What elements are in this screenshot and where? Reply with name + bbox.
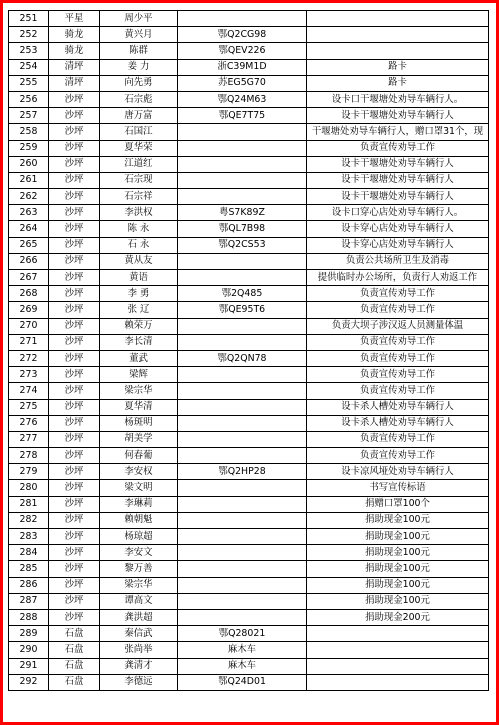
person-name-cell: 石国江	[100, 124, 178, 140]
work-description-cell: 负责宣传劝导工作	[307, 367, 489, 383]
work-description-cell: 设卡穿心店处劝导车辆行人	[307, 237, 489, 253]
person-name-cell: 李琳莉	[100, 496, 178, 512]
row-number-cell: 269	[9, 302, 49, 318]
table-row	[9, 205, 489, 221]
work-description-cell	[307, 626, 489, 642]
plate-number-cell: 鄂Q2CS53	[178, 237, 307, 253]
town-cell: 石盘	[49, 658, 100, 674]
records-table	[8, 10, 489, 691]
row-number-cell: 278	[9, 448, 49, 464]
records-table-body	[9, 11, 489, 691]
plate-number-cell: 麻木车	[178, 642, 307, 658]
work-description-cell	[307, 27, 489, 43]
row-number-cell: 256	[9, 91, 49, 107]
plate-number-cell	[178, 545, 307, 561]
table-row	[9, 609, 489, 625]
town-cell: 沙坪	[49, 286, 100, 302]
row-number-cell: 277	[9, 431, 49, 447]
table-row	[9, 561, 489, 577]
row-number-cell: 279	[9, 464, 49, 480]
plate-number-cell: 鄂QEV226	[178, 43, 307, 59]
table-row	[9, 593, 489, 609]
work-description-cell	[307, 11, 489, 27]
person-name-cell: 秦信武	[100, 626, 178, 642]
row-number-cell: 270	[9, 318, 49, 334]
town-cell: 沙坪	[49, 609, 100, 625]
work-description-cell: 设卡杀人槽处劝导车辆行人	[307, 399, 489, 415]
table-row	[9, 658, 489, 674]
plate-number-cell: 鄂QE7T75	[178, 108, 307, 124]
row-number-cell: 257	[9, 108, 49, 124]
row-number-cell: 267	[9, 270, 49, 286]
row-number-cell: 287	[9, 593, 49, 609]
person-name-cell: 江道红	[100, 156, 178, 172]
town-cell: 沙坪	[49, 448, 100, 464]
row-number-cell: 274	[9, 383, 49, 399]
plate-number-cell: 鄂Q24M63	[178, 91, 307, 107]
person-name-cell: 梁文明	[100, 480, 178, 496]
table-row	[9, 59, 489, 75]
table-row	[9, 415, 489, 431]
plate-number-cell	[178, 593, 307, 609]
town-cell: 沙坪	[49, 415, 100, 431]
work-description-cell: 书写宣传标语	[307, 480, 489, 496]
town-cell: 沙坪	[49, 124, 100, 140]
plate-number-cell	[178, 270, 307, 286]
row-number-cell: 252	[9, 27, 49, 43]
plate-number-cell: 粤S7K89Z	[178, 205, 307, 221]
plate-number-cell	[178, 480, 307, 496]
row-number-cell: 276	[9, 415, 49, 431]
table-row	[9, 577, 489, 593]
work-description-cell: 设卡口干堰塘处劝导车辆行人。	[307, 91, 489, 107]
row-number-cell: 285	[9, 561, 49, 577]
town-cell: 沙坪	[49, 431, 100, 447]
row-number-cell: 266	[9, 253, 49, 269]
table-row	[9, 140, 489, 156]
plate-number-cell	[178, 367, 307, 383]
row-number-cell: 254	[9, 59, 49, 75]
row-number-cell: 264	[9, 221, 49, 237]
work-description-cell	[307, 642, 489, 658]
person-name-cell: 李洪权	[100, 205, 178, 221]
plate-number-cell: 苏EG5G70	[178, 75, 307, 91]
table-row	[9, 286, 489, 302]
plate-number-cell: 鄂Q2QN78	[178, 350, 307, 366]
row-number-cell: 291	[9, 658, 49, 674]
town-cell: 沙坪	[49, 91, 100, 107]
row-number-cell: 251	[9, 11, 49, 27]
table-row	[9, 674, 489, 690]
work-description-cell: 路卡	[307, 75, 489, 91]
row-number-cell: 255	[9, 75, 49, 91]
row-number-cell: 263	[9, 205, 49, 221]
town-cell: 沙坪	[49, 383, 100, 399]
row-number-cell: 280	[9, 480, 49, 496]
person-name-cell: 陈 永	[100, 221, 178, 237]
town-cell: 沙坪	[49, 577, 100, 593]
town-cell: 沙坪	[49, 302, 100, 318]
row-number-cell: 290	[9, 642, 49, 658]
table-row	[9, 302, 489, 318]
person-name-cell: 杨琼超	[100, 529, 178, 545]
plate-number-cell	[178, 512, 307, 528]
town-cell: 沙坪	[49, 480, 100, 496]
town-cell: 沙坪	[49, 496, 100, 512]
town-cell: 沙坪	[49, 318, 100, 334]
work-description-cell: 负责宣传劝导工作	[307, 302, 489, 318]
plate-number-cell: 浙C39M1D	[178, 59, 307, 75]
table-row	[9, 545, 489, 561]
town-cell: 沙坪	[49, 189, 100, 205]
plate-number-cell	[178, 318, 307, 334]
work-description-cell: 提供临时办公场所，负责行人劝返工作	[307, 270, 489, 286]
work-description-cell: 负责宣传劝导工作	[307, 431, 489, 447]
work-description-cell: 负责宣传劝导工作	[307, 334, 489, 350]
town-cell: 骑龙	[49, 43, 100, 59]
plate-number-cell	[178, 189, 307, 205]
work-description-cell: 路卡	[307, 59, 489, 75]
person-name-cell: 李安文	[100, 545, 178, 561]
row-number-cell: 288	[9, 609, 49, 625]
town-cell: 沙坪	[49, 464, 100, 480]
row-number-cell: 272	[9, 350, 49, 366]
person-name-cell: 李德远	[100, 674, 178, 690]
plate-number-cell	[178, 448, 307, 464]
person-name-cell: 黄兴月	[100, 27, 178, 43]
table-row	[9, 27, 489, 43]
plate-number-cell: 鄂Q2CG98	[178, 27, 307, 43]
table-row	[9, 124, 489, 140]
row-number-cell: 271	[9, 334, 49, 350]
table-row	[9, 642, 489, 658]
plate-number-cell	[178, 577, 307, 593]
work-description-cell	[307, 658, 489, 674]
work-description-cell: 捐赠口罩100个	[307, 496, 489, 512]
plate-number-cell: 鄂QL7B98	[178, 221, 307, 237]
person-name-cell: 黄语	[100, 270, 178, 286]
town-cell: 沙坪	[49, 561, 100, 577]
table-row	[9, 626, 489, 642]
row-number-cell: 283	[9, 529, 49, 545]
plate-number-cell	[178, 124, 307, 140]
person-name-cell: 唐万富	[100, 108, 178, 124]
table-row	[9, 318, 489, 334]
row-number-cell: 284	[9, 545, 49, 561]
table-row	[9, 448, 489, 464]
town-cell: 平星	[49, 11, 100, 27]
work-description-cell: 负责宣传劝导工作	[307, 448, 489, 464]
person-name-cell: 谭高文	[100, 593, 178, 609]
person-name-cell: 梁宗华	[100, 383, 178, 399]
person-name-cell: 李长清	[100, 334, 178, 350]
town-cell: 沙坪	[49, 529, 100, 545]
work-description-cell: 捐助现金100元	[307, 529, 489, 545]
work-description-cell: 设卡杀人槽处劝导车辆行人	[307, 415, 489, 431]
table-row	[9, 529, 489, 545]
plate-number-cell: 麻木车	[178, 658, 307, 674]
table-row	[9, 480, 489, 496]
person-name-cell: 胡美学	[100, 431, 178, 447]
person-name-cell: 梁宗华	[100, 577, 178, 593]
table-row	[9, 464, 489, 480]
plate-number-cell	[178, 156, 307, 172]
work-description-cell: 捐助现金100元	[307, 577, 489, 593]
work-description-cell: 捐助现金100元	[307, 512, 489, 528]
table-row	[9, 367, 489, 383]
work-description-cell	[307, 43, 489, 59]
table-row	[9, 156, 489, 172]
table-row	[9, 496, 489, 512]
work-description-cell: 设卡干堰塘处劝导车辆行人	[307, 189, 489, 205]
table-row	[9, 221, 489, 237]
row-number-cell: 262	[9, 189, 49, 205]
work-description-cell: 负责宣传劝导工作	[307, 350, 489, 366]
row-number-cell: 253	[9, 43, 49, 59]
plate-number-cell	[178, 529, 307, 545]
plate-number-cell	[178, 253, 307, 269]
person-name-cell: 黄从友	[100, 253, 178, 269]
row-number-cell: 282	[9, 512, 49, 528]
work-description-cell: 设卡干堰塘处劝导车辆行人	[307, 108, 489, 124]
work-description-cell: 捐助现金100元	[307, 593, 489, 609]
town-cell: 清坪	[49, 75, 100, 91]
plate-number-cell	[178, 172, 307, 188]
table-row	[9, 108, 489, 124]
row-number-cell: 281	[9, 496, 49, 512]
town-cell: 沙坪	[49, 367, 100, 383]
plate-number-cell	[178, 415, 307, 431]
work-description-cell: 负责宣传劝导工作	[307, 286, 489, 302]
town-cell: 沙坪	[49, 270, 100, 286]
row-number-cell: 268	[9, 286, 49, 302]
row-number-cell: 292	[9, 674, 49, 690]
person-name-cell: 李 勇	[100, 286, 178, 302]
town-cell: 沙坪	[49, 156, 100, 172]
person-name-cell: 周少平	[100, 11, 178, 27]
person-name-cell: 向先勇	[100, 75, 178, 91]
plate-number-cell	[178, 383, 307, 399]
work-description-cell: 干堰塘处劝导车辆行人，赠口罩31个，现	[307, 124, 489, 140]
plate-number-cell	[178, 11, 307, 27]
plate-number-cell	[178, 496, 307, 512]
work-description-cell	[307, 674, 489, 690]
work-description-cell: 设卡凉风垭处劝导车辆行人	[307, 464, 489, 480]
row-number-cell: 260	[9, 156, 49, 172]
town-cell: 沙坪	[49, 512, 100, 528]
table-row	[9, 43, 489, 59]
person-name-cell: 黎万善	[100, 561, 178, 577]
person-name-cell: 赖荣万	[100, 318, 178, 334]
plate-number-cell	[178, 140, 307, 156]
town-cell: 清坪	[49, 59, 100, 75]
town-cell: 骑龙	[49, 27, 100, 43]
table-row	[9, 270, 489, 286]
person-name-cell: 夏华清	[100, 399, 178, 415]
town-cell: 石盘	[49, 626, 100, 642]
person-name-cell: 姜 力	[100, 59, 178, 75]
work-description-cell: 负责公共场所卫生及消毒	[307, 253, 489, 269]
town-cell: 沙坪	[49, 172, 100, 188]
work-description-cell: 捐助现金200元	[307, 609, 489, 625]
plate-number-cell	[178, 334, 307, 350]
work-description-cell: 设卡穿心店处劝导车辆行人	[307, 221, 489, 237]
table-row	[9, 189, 489, 205]
town-cell: 沙坪	[49, 140, 100, 156]
row-number-cell: 258	[9, 124, 49, 140]
plate-number-cell: 鄂QE95T6	[178, 302, 307, 318]
plate-number-cell: 鄂Q2HP28	[178, 464, 307, 480]
work-description-cell: 负责大坝子涉汉返人员测量体温	[307, 318, 489, 334]
person-name-cell: 石宗现	[100, 172, 178, 188]
plate-number-cell	[178, 399, 307, 415]
person-name-cell: 梁辉	[100, 367, 178, 383]
work-description-cell: 设卡口穿心店处劝导车辆行人。	[307, 205, 489, 221]
row-number-cell: 259	[9, 140, 49, 156]
person-name-cell: 龚洪超	[100, 609, 178, 625]
row-number-cell: 289	[9, 626, 49, 642]
person-name-cell: 夏华荣	[100, 140, 178, 156]
table-row	[9, 11, 489, 27]
person-name-cell: 李安权	[100, 464, 178, 480]
work-description-cell: 负责宣传劝导工作	[307, 383, 489, 399]
row-number-cell: 265	[9, 237, 49, 253]
table-row	[9, 172, 489, 188]
person-name-cell: 董武	[100, 350, 178, 366]
town-cell: 沙坪	[49, 545, 100, 561]
person-name-cell: 石 永	[100, 237, 178, 253]
table-row	[9, 350, 489, 366]
work-description-cell: 捐助现金100元	[307, 545, 489, 561]
row-number-cell: 261	[9, 172, 49, 188]
row-number-cell: 275	[9, 399, 49, 415]
person-name-cell: 赖朝魁	[100, 512, 178, 528]
table-row	[9, 237, 489, 253]
table-row	[9, 334, 489, 350]
town-cell: 沙坪	[49, 221, 100, 237]
table-row	[9, 91, 489, 107]
work-description-cell: 负责宣传劝导工作	[307, 140, 489, 156]
person-name-cell: 张 辽	[100, 302, 178, 318]
town-cell: 石盘	[49, 674, 100, 690]
work-description-cell: 设卡干堰塘处劝导车辆行人	[307, 172, 489, 188]
plate-number-cell	[178, 561, 307, 577]
work-description-cell: 设卡干堰塘处劝导车辆行人	[307, 156, 489, 172]
table-row	[9, 75, 489, 91]
person-name-cell: 龚清才	[100, 658, 178, 674]
person-name-cell: 石宗祥	[100, 189, 178, 205]
row-number-cell: 286	[9, 577, 49, 593]
town-cell: 沙坪	[49, 350, 100, 366]
table-row	[9, 253, 489, 269]
work-description-cell: 捐助现金100元	[307, 561, 489, 577]
town-cell: 沙坪	[49, 334, 100, 350]
person-name-cell: 张尚举	[100, 642, 178, 658]
table-row	[9, 383, 489, 399]
town-cell: 石盘	[49, 642, 100, 658]
row-number-cell: 273	[9, 367, 49, 383]
plate-number-cell: 鄂Q28021	[178, 626, 307, 642]
town-cell: 沙坪	[49, 108, 100, 124]
table-row	[9, 512, 489, 528]
table-row	[9, 399, 489, 415]
person-name-cell: 杨斑明	[100, 415, 178, 431]
town-cell: 沙坪	[49, 237, 100, 253]
table-row	[9, 431, 489, 447]
plate-number-cell: 鄂2Q485	[178, 286, 307, 302]
town-cell: 沙坪	[49, 253, 100, 269]
person-name-cell: 石宗彪	[100, 91, 178, 107]
town-cell: 沙坪	[49, 593, 100, 609]
plate-number-cell	[178, 609, 307, 625]
person-name-cell: 陈群	[100, 43, 178, 59]
town-cell: 沙坪	[49, 399, 100, 415]
town-cell: 沙坪	[49, 205, 100, 221]
person-name-cell: 何春葡	[100, 448, 178, 464]
plate-number-cell: 鄂Q24D01	[178, 674, 307, 690]
plate-number-cell	[178, 431, 307, 447]
